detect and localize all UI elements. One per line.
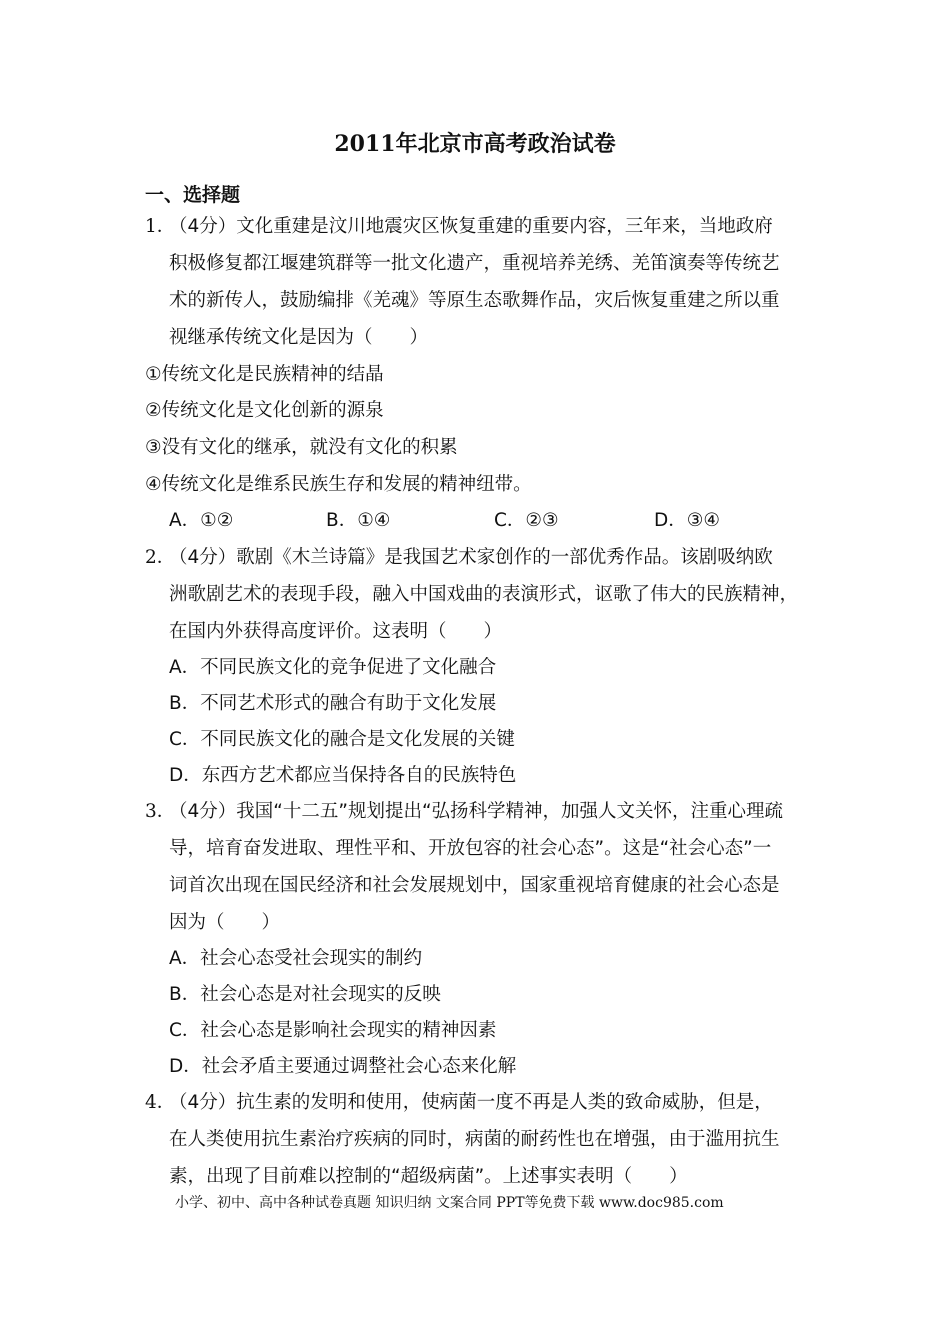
question-4-number: 4． xyxy=(145,1092,176,1113)
question-1-option-c: C．②③ xyxy=(494,510,559,531)
question-1-number: 1． xyxy=(145,216,176,237)
question-2-option-d: D．东西方艺术都应当保持各自的民族特色 xyxy=(169,765,517,786)
question-2-option-c: C．不同民族文化的融合是文化发展的关键 xyxy=(169,729,515,750)
question-1-option-b: B．①④ xyxy=(326,510,391,531)
question-1-line-4: 视继承传统文化是因为（ ） xyxy=(169,327,429,348)
question-4-line-3: 素，出现了目前难以控制的“超级病菌”。上述事实表明（ ） xyxy=(169,1166,688,1187)
question-3-text-1: （4分）我国“十二五”规划提出“弘扬科学精神，加强人文关怀，注重心理疏 xyxy=(169,801,784,822)
page-footer: 小学、初中、高中各种试卷真题 知识归纳 文案合同 PPT等免费下载 www.doc985.com xyxy=(175,1195,724,1211)
question-2-text-1: （4分）歌剧《木兰诗篇》是我国艺术家创作的一部优秀作品。该剧吸纳欧 xyxy=(169,547,773,568)
question-2-number: 2． xyxy=(145,547,176,568)
question-3-number: 3． xyxy=(145,801,176,822)
question-1-option-a: A．①② xyxy=(169,510,234,531)
question-4-line-2: 在人类使用抗生素治疗疾病的同时，病菌的耐药性也在增强，由于滥用抗生 xyxy=(169,1129,780,1150)
question-3-option-a: A．社会心态受社会现实的制约 xyxy=(169,948,423,969)
question-1-statement-2: ②传统文化是文化创新的源泉 xyxy=(145,400,384,421)
question-2-line-2: 洲歌剧艺术的表现手段，融入中国戏曲的表演形式，讴歌了伟大的民族精神， xyxy=(169,584,799,605)
question-1-text-1: （4分）文化重建是汶川地震灾区恢复重建的重要内容，三年来，当地政府 xyxy=(169,216,773,237)
question-2-line-1 xyxy=(145,546,773,570)
question-1-statement-3: ③没有文化的继承，就没有文化的积累 xyxy=(145,437,458,458)
question-1-statement-1: ①传统文化是民族精神的结晶 xyxy=(145,364,384,385)
question-1-option-d: D．③④ xyxy=(654,510,720,531)
question-1-statement-4: ④传统文化是维系民族生存和发展的精神纽带。 xyxy=(145,474,532,495)
question-2-line-3: 在国内外获得高度评价。这表明（ ） xyxy=(169,621,503,642)
question-3-line-2: 导，培育奋发进取、理性平和、开放包容的社会心态”。这是“社会心态”一 xyxy=(169,838,772,859)
question-2-option-b: B．不同艺术形式的融合有助于文化发展 xyxy=(169,693,497,714)
question-3-option-c: C．社会心态是影响社会现实的精神因素 xyxy=(169,1020,497,1041)
question-3-option-b: B．社会心态是对社会现实的反映 xyxy=(169,984,441,1005)
section-heading: 一、选择题 xyxy=(145,184,241,206)
question-3-option-d: D．社会矛盾主要通过调整社会心态来化解 xyxy=(169,1056,517,1077)
question-1-line-2: 积极修复都江堰建筑群等一批文化遗产，重视培养羌绣、羌笛演奏等传统艺 xyxy=(169,253,780,274)
question-3-line-1 xyxy=(145,800,783,824)
question-4-line-1 xyxy=(145,1091,773,1115)
question-3-line-4: 因为（ ） xyxy=(169,912,281,933)
question-4-text-1: （4分）抗生素的发明和使用，使病菌一度不再是人类的致命威胁，但是， xyxy=(169,1092,773,1113)
question-3-line-3: 词首次出现在国民经济和社会发展规划中，国家重视培育健康的社会心态是 xyxy=(169,875,780,896)
question-1-line-1 xyxy=(145,215,773,239)
question-2-option-a: A．不同民族文化的竞争促进了文化融合 xyxy=(169,657,497,678)
question-1-line-3: 术的新传人，鼓励编排《羌魂》等原生态歌舞作品，灾后恢复重建之所以重 xyxy=(169,290,780,311)
page-title: 2011年北京市高考政治试卷 xyxy=(334,131,616,157)
